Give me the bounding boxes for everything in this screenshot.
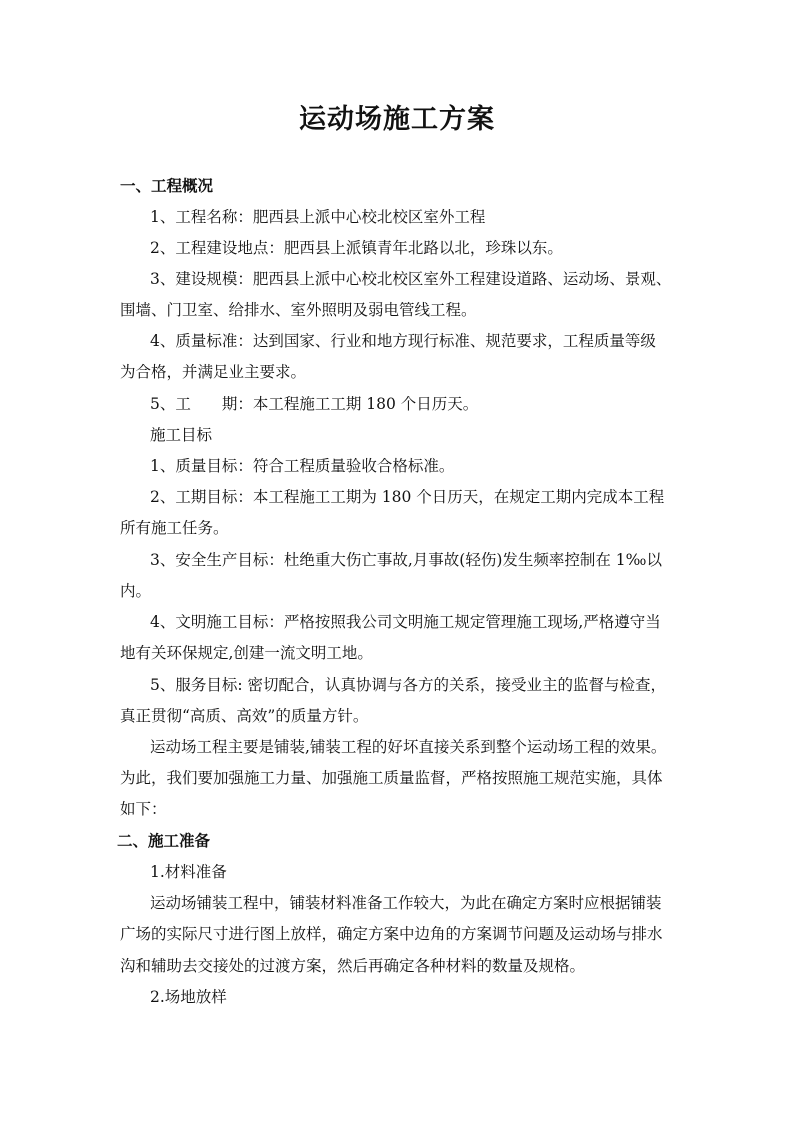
section-heading-construction-preparation: 二、施工准备 (117, 831, 211, 850)
paragraph-line: 3、建设规模：肥西县上派中心校北校区室外工程建设道路、运动场、景观、 (150, 270, 672, 288)
paragraph-line: 为合格，并满足业主要求。 (120, 363, 307, 381)
paragraph-line: 5、工 期：本工程施工工期 180 个日历天。 (150, 395, 479, 413)
paragraph-line: 广场的实际尺寸进行图上放样，确定方案中边角的方案调节问题及运动场与排水 (120, 925, 663, 943)
paragraph-line: 真正贯彻“高质、高效”的质量方针。 (120, 707, 369, 725)
paragraph-line: 2、工期目标：本工程施工工期为 180 个日历天，在规定工期内完成本工程 (150, 488, 665, 506)
paragraph-line: 围墙、门卫室、给排水、室外照明及弱电管线工程。 (120, 301, 477, 319)
subheading-site-layout: 2.场地放样 (150, 988, 227, 1006)
paragraph-line: 运动场铺装工程中，铺装材料准备工作较大，为此在确定方案时应根据铺装 (150, 894, 662, 912)
paragraph-line: 3、安全生产目标：杜绝重大伤亡事故,月事故(轻伤)发生频率控制在 1‰以 (150, 551, 662, 569)
paragraph-line: 5、服务目标: 密切配合，认真协调与各方的关系，接受业主的监督与检查， (150, 676, 667, 694)
paragraph-line: 4、质量标准：达到国家、行业和地方现行标准、规范要求，工程质量等级 (150, 332, 656, 350)
paragraph-line: 2、工程建设地点：肥西县上派镇青年北路以北，珍珠以东。 (150, 239, 563, 257)
subheading-construction-goals: 施工目标 (150, 426, 213, 444)
paragraph-line: 如下： (120, 800, 167, 818)
paragraph-line: 所有施工任务。 (120, 519, 229, 537)
paragraph-line: 内。 (120, 582, 152, 600)
paragraph-line: 地有关环保规定,创建一流文明工地。 (120, 644, 373, 662)
paragraph-line: 1、质量目标：符合工程质量验收合格标准。 (150, 457, 455, 475)
paragraph-line: 4、文明施工目标：严格按照我公司文明施工规定管理施工现场,严格遵守当 (150, 613, 661, 631)
paragraph-line: 为此，我们要加强施工力量、加强施工质量监督，严格按照施工规范实施，具体 (120, 769, 663, 787)
document-title: 运动场施工方案 (299, 104, 495, 135)
paragraph-line: 沟和辅助去交接处的过渡方案，然后再确定各种材料的数量及规格。 (120, 957, 586, 975)
subheading-material-preparation: 1.材料准备 (150, 863, 227, 881)
section-heading-project-overview: 一、工程概况 (120, 176, 214, 195)
paragraph-line: 1、工程名称：肥西县上派中心校北校区室外工程 (150, 208, 486, 226)
paragraph-line: 运动场工程主要是铺装,铺装工程的好坏直接关系到整个运动场工程的效果。 (150, 738, 667, 756)
